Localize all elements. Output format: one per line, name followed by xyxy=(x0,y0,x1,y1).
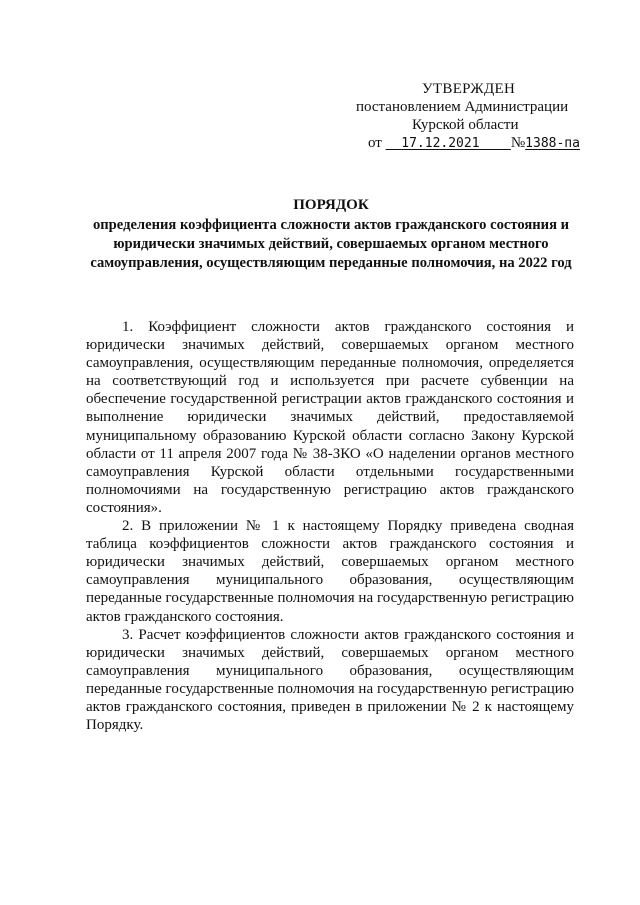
paragraph-1: 1. Коэффициент сложности актов гражданского состояния и юридически значимых действий, совершаемых органом местного самоуправления, осуществляющим переданные полномочия, определяется на соответствующий год и используется при расчете субвенции на обеспечение государственной регистрации актов гражданского состояния и выполнение юридически значимых действий, предоставляемой муниципальному образованию Курской области согласно Закону Курской области от 11 апреля 2007 года № 38-ЗКО «О наделении органов местного самоуправления Курской области отдельными государственными полномочиями на государственную регистрацию актов гражданского состояния». xyxy=(86,319,574,516)
approval-number: 1388-па xyxy=(525,136,580,151)
number-prefix: № xyxy=(510,135,526,151)
approval-date: 17.12.2021 xyxy=(401,136,480,151)
document-body xyxy=(86,318,574,734)
title-main: ПОРЯДОК xyxy=(293,197,369,213)
paragraph-3: 3. Расчет коэффициентов сложности актов гражданского состояния и юридически значимых действий, совершаемых органом местного самоуправления муниципального образования, осуществляющим переданные государственные полномочия на государственную регистрацию актов гражданского состояния, приведен в приложении № 2 к настоящему Порядку. xyxy=(86,626,574,734)
date-prefix: от xyxy=(368,135,382,151)
document-title xyxy=(86,196,576,273)
paragraph-2: 2. В приложении № 1 к настоящему Порядку приведена сводная таблица коэффициентов сложности актов гражданского состояния и юридически значимых действий, совершаемых органом местного самоуправления муниципального образования, осуществляющим переданные государственные полномочия на государственную регистрацию актов гражданского состояния. xyxy=(86,518,574,625)
approval-heading: УТВЕРЖДЕН xyxy=(422,81,516,97)
approval-stamp xyxy=(356,80,586,153)
title-subtitle: определения коэффициента сложности актов гражданского состояния и юридически значимых действий, совершаемых органом местного самоуправления, осуществляющим переданные полномочия, на 2022 год xyxy=(90,217,572,271)
approval-issuer: постановлением Администрации xyxy=(356,99,569,115)
approval-region: Курской области xyxy=(412,117,519,133)
approval-date-line xyxy=(356,134,586,153)
